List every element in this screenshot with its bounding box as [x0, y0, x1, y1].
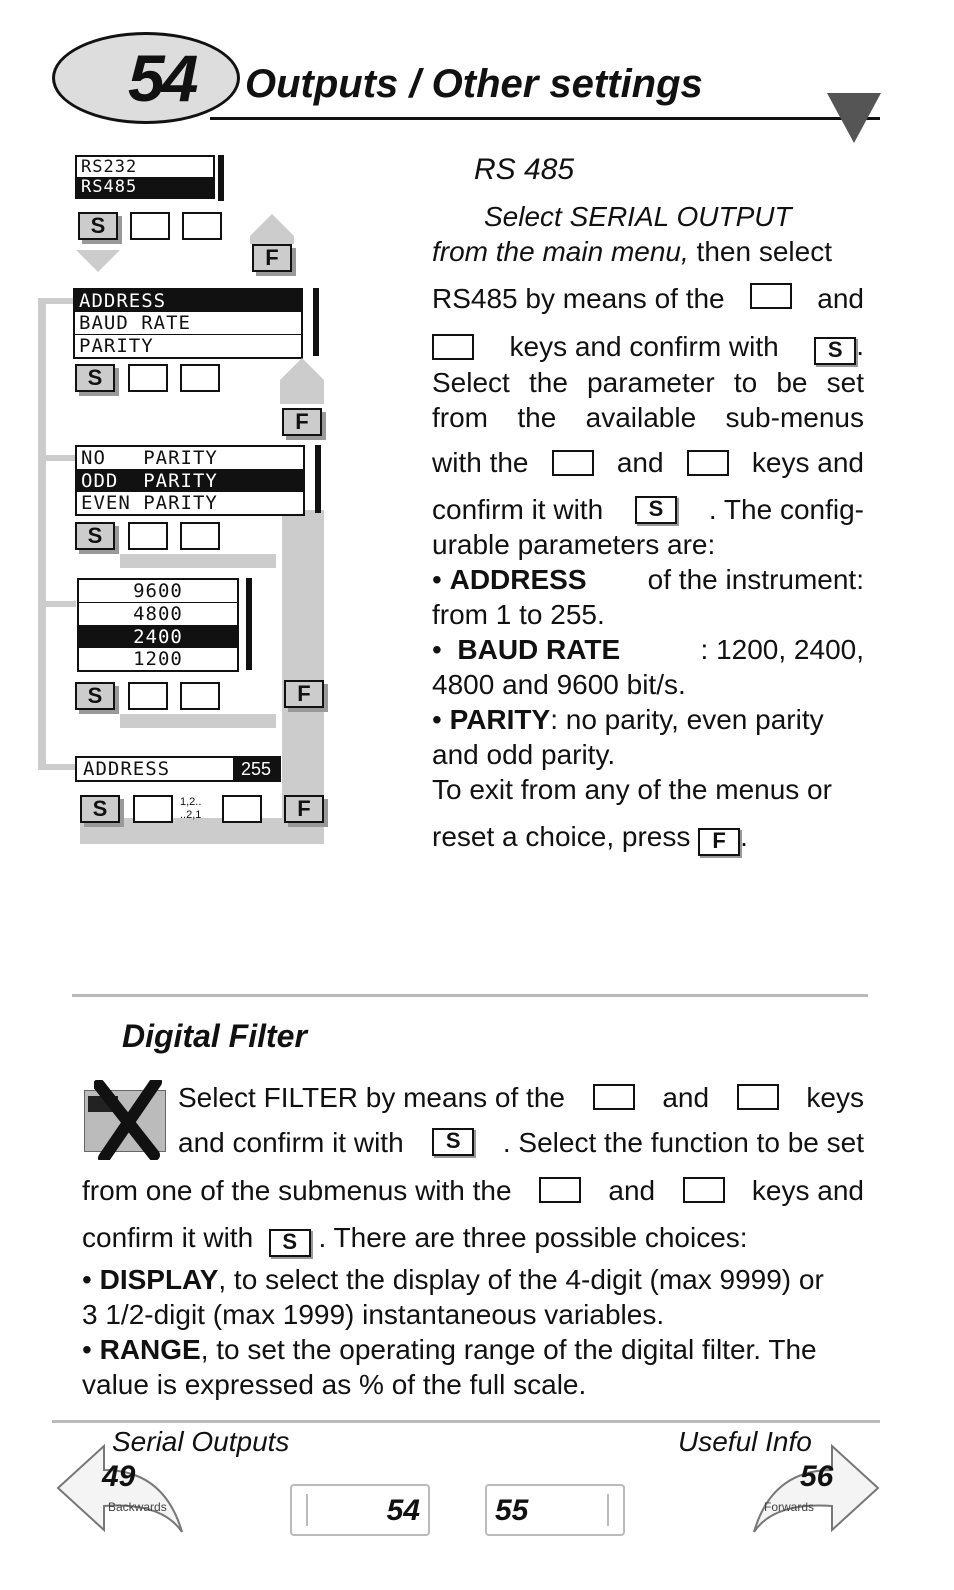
- forward-page-number: 56: [800, 1460, 834, 1493]
- back-label[interactable]: Serial Outputs: [112, 1426, 290, 1457]
- page-number: 54: [128, 41, 196, 115]
- filter-bullet: • DISPLAY, to select the display of the 4-digit (max 9999) or: [82, 1264, 824, 1295]
- back-page-number: 49: [102, 1460, 136, 1493]
- page-tab-right-number: 55: [495, 1494, 529, 1527]
- key-s-icon: S: [814, 337, 856, 365]
- key-f-icon: F: [698, 828, 740, 856]
- rs485-line: Select the parameter to be set: [432, 367, 864, 398]
- lcd-row-selected: ODD PARITY: [77, 470, 303, 492]
- scroll-indicator: [315, 445, 321, 513]
- scroll-indicator: [313, 288, 319, 356]
- rs485-title: RS 485: [474, 153, 575, 186]
- connector-1: [38, 298, 76, 304]
- key-up[interactable]: [222, 795, 262, 823]
- key-s[interactable]: S: [80, 795, 120, 823]
- rs485-line: [432, 328, 864, 365]
- lcd-row: BAUD RATE: [75, 312, 301, 335]
- scroll-indicator: [218, 155, 224, 201]
- rs485-line: reset a choice, press F .: [432, 819, 864, 856]
- rs485-line: To exit from any of the menus or: [432, 774, 832, 805]
- lcd-row-selected: RS485: [77, 177, 213, 197]
- filter-title: Digital Filter: [122, 1018, 307, 1054]
- lcd-row: RS232: [81, 157, 138, 177]
- key-up-icon: [687, 450, 729, 476]
- filter-text: and: [662, 1081, 710, 1113]
- bullet-text: , to select the display of the 4-digit (max 9999) or: [218, 1264, 824, 1295]
- rs485-text: keys and confirm with: [509, 331, 779, 362]
- lcd-menu-baud: [77, 578, 239, 672]
- key-down[interactable]: [128, 364, 168, 392]
- rs485-text: and: [817, 283, 864, 314]
- bullet-bold: PARITY: [449, 704, 551, 735]
- lcd-address-value: [75, 756, 281, 782]
- lcd-row: EVEN PARITY: [81, 492, 218, 514]
- arrow-up-icon: [280, 358, 324, 380]
- header-rule: [210, 117, 880, 120]
- arrow-up-icon: [250, 214, 294, 236]
- key-down[interactable]: [128, 682, 168, 710]
- filter-text: confirm it with: [82, 1222, 254, 1253]
- section-divider: [72, 994, 868, 997]
- filter-text: from one of the submenus with the: [82, 1174, 512, 1206]
- inline-key-s: S .: [814, 328, 864, 365]
- f-track: [250, 236, 294, 244]
- key-up[interactable]: [180, 522, 220, 550]
- rs485-line: 4800 and 9600 bit/s.: [432, 669, 686, 700]
- lcd-row: 1200: [133, 648, 183, 670]
- digit-hint-line: ..2,1: [180, 809, 202, 821]
- filter-text: . There are three possible choices:: [318, 1222, 748, 1253]
- back-text: Backwards: [108, 1500, 167, 1514]
- rs485-line: [432, 281, 864, 316]
- rs485-line: [432, 199, 864, 234]
- rs485-section: [432, 150, 864, 856]
- key-down[interactable]: [133, 795, 173, 823]
- page-title: Outputs / Other settings: [245, 62, 703, 106]
- bullet-text: , to set the operating range of the digital filter. The: [200, 1334, 817, 1365]
- forward-label[interactable]: Useful Info: [678, 1426, 812, 1457]
- lcd-address-label: ADDRESS: [83, 758, 171, 780]
- connector-2: [38, 455, 76, 461]
- digit-hint: [180, 796, 201, 822]
- flow-diagram: [30, 150, 340, 850]
- rs485-bullet: • BAUD RATE : 1200, 2400,: [432, 634, 864, 665]
- digit-hint-line: 1,2..: [180, 796, 202, 808]
- page-tab-left[interactable]: [290, 1484, 430, 1536]
- f-track: [280, 380, 324, 404]
- rs485-bullet: • ADDRESS of the instrument:: [432, 564, 864, 595]
- key-s[interactable]: S: [75, 682, 115, 710]
- return-track: [120, 714, 276, 728]
- bullet-bold: RANGE: [99, 1334, 201, 1365]
- filter-text: keys: [806, 1081, 864, 1113]
- footer-divider: [52, 1420, 880, 1423]
- return-track: [120, 554, 276, 568]
- key-up-icon: [737, 1084, 779, 1110]
- connector-4: [38, 764, 76, 770]
- key-s-icon: S: [635, 496, 677, 524]
- filter-line: [82, 1076, 864, 1118]
- rs485-text: Select SERIAL OUTPUT: [484, 201, 792, 232]
- bullet-text: of the instrument:: [647, 564, 864, 595]
- rs485-line: [432, 445, 864, 480]
- left-connector: [38, 298, 46, 770]
- lcd-menu-parity: [75, 445, 305, 516]
- lcd-row: NO PARITY: [77, 447, 303, 470]
- filter-text: and: [608, 1174, 656, 1206]
- key-down[interactable]: [128, 522, 168, 550]
- bullet-bold: BAUD RATE: [457, 634, 621, 665]
- rs485-text: RS485 by means of the: [432, 283, 725, 314]
- f-return-track: [282, 510, 324, 840]
- rs485-line: urable parameters are:: [432, 529, 716, 560]
- rs485-text: and: [616, 447, 664, 478]
- filter-line: value is expressed as % of the full scale.: [82, 1369, 587, 1400]
- key-down-icon: [750, 283, 792, 309]
- rs485-text: keys and: [751, 447, 864, 478]
- filter-text: Select FILTER by means of the: [178, 1081, 565, 1113]
- key-s-icon: S: [269, 1229, 311, 1257]
- filter-line: [82, 1214, 864, 1262]
- page-tab-right[interactable]: [485, 1484, 625, 1536]
- lcd-address-number: 255: [233, 758, 279, 780]
- arrow-down-icon: [76, 250, 120, 272]
- key-s[interactable]: S: [75, 364, 115, 392]
- lcd-row: PARITY: [79, 335, 154, 357]
- back-button[interactable]: [54, 1440, 194, 1540]
- key-up-icon: [432, 334, 474, 360]
- key-f[interactable]: F: [284, 795, 324, 823]
- connector-3: [38, 601, 76, 607]
- rs485-text: from the main menu,: [432, 236, 689, 267]
- forward-text: Forwards: [764, 1500, 815, 1514]
- key-s[interactable]: S: [75, 522, 115, 550]
- bullet-text: : 1200, 2400,: [700, 634, 864, 665]
- rs485-text: . The config-: [708, 494, 864, 525]
- key-up[interactable]: [182, 212, 222, 240]
- key-f[interactable]: F: [282, 408, 322, 436]
- lcd-row-selected: 2400: [79, 626, 237, 648]
- lcd-row: 4800: [79, 603, 237, 626]
- rs485-text: with the: [432, 447, 529, 478]
- page-tab-left-number: 54: [386, 1494, 420, 1527]
- brand-logo-icon: [827, 93, 881, 143]
- key-f[interactable]: F: [252, 244, 292, 272]
- rs485-line: from 1 to 255.: [432, 599, 605, 630]
- rs485-text: then select: [688, 236, 832, 267]
- filter-text: . Select the function to be set: [502, 1126, 864, 1158]
- key-down-icon: [552, 450, 594, 476]
- key-up[interactable]: [180, 682, 220, 710]
- key-f[interactable]: F: [284, 680, 324, 708]
- key-up-icon: [683, 1177, 725, 1203]
- rs485-bullet: • PARITY: no parity, even parity: [432, 704, 824, 735]
- bullet-bold: DISPLAY: [99, 1264, 219, 1295]
- key-s-icon: S: [432, 1128, 474, 1156]
- rs485-text: reset a choice, press: [432, 821, 691, 852]
- scroll-indicator: [246, 578, 252, 670]
- key-s[interactable]: S: [78, 212, 118, 240]
- bullet-bold: ADDRESS: [449, 564, 587, 595]
- filter-text: keys and: [751, 1174, 864, 1206]
- lcd-row: 9600: [79, 580, 237, 603]
- filter-line: [82, 1166, 864, 1214]
- filter-bullet: • RANGE, to set the operating range of the digital filter. The: [82, 1334, 817, 1365]
- key-down-icon: [539, 1177, 581, 1203]
- lcd-menu-rs: [75, 155, 215, 199]
- filter-line: 3 1/2-digit (max 1999) instantaneous variables.: [82, 1299, 665, 1330]
- key-up[interactable]: [180, 364, 220, 392]
- lcd-row-selected: ADDRESS: [75, 290, 301, 312]
- forward-button[interactable]: [742, 1440, 882, 1540]
- rs485-line: and odd parity.: [432, 739, 616, 770]
- filter-section: [82, 1076, 864, 1402]
- rs485-text: confirm it with: [432, 494, 604, 525]
- rs485-line: [432, 234, 864, 269]
- filter-text: and confirm it with: [178, 1126, 404, 1158]
- rs485-line: from the available sub-menus: [432, 402, 864, 433]
- bullet-text: : no parity, even parity: [550, 704, 824, 735]
- key-down[interactable]: [130, 212, 170, 240]
- rs485-line: [432, 492, 864, 527]
- filter-line: [82, 1118, 864, 1166]
- lcd-menu-params: [73, 288, 303, 359]
- key-down-icon: [593, 1084, 635, 1110]
